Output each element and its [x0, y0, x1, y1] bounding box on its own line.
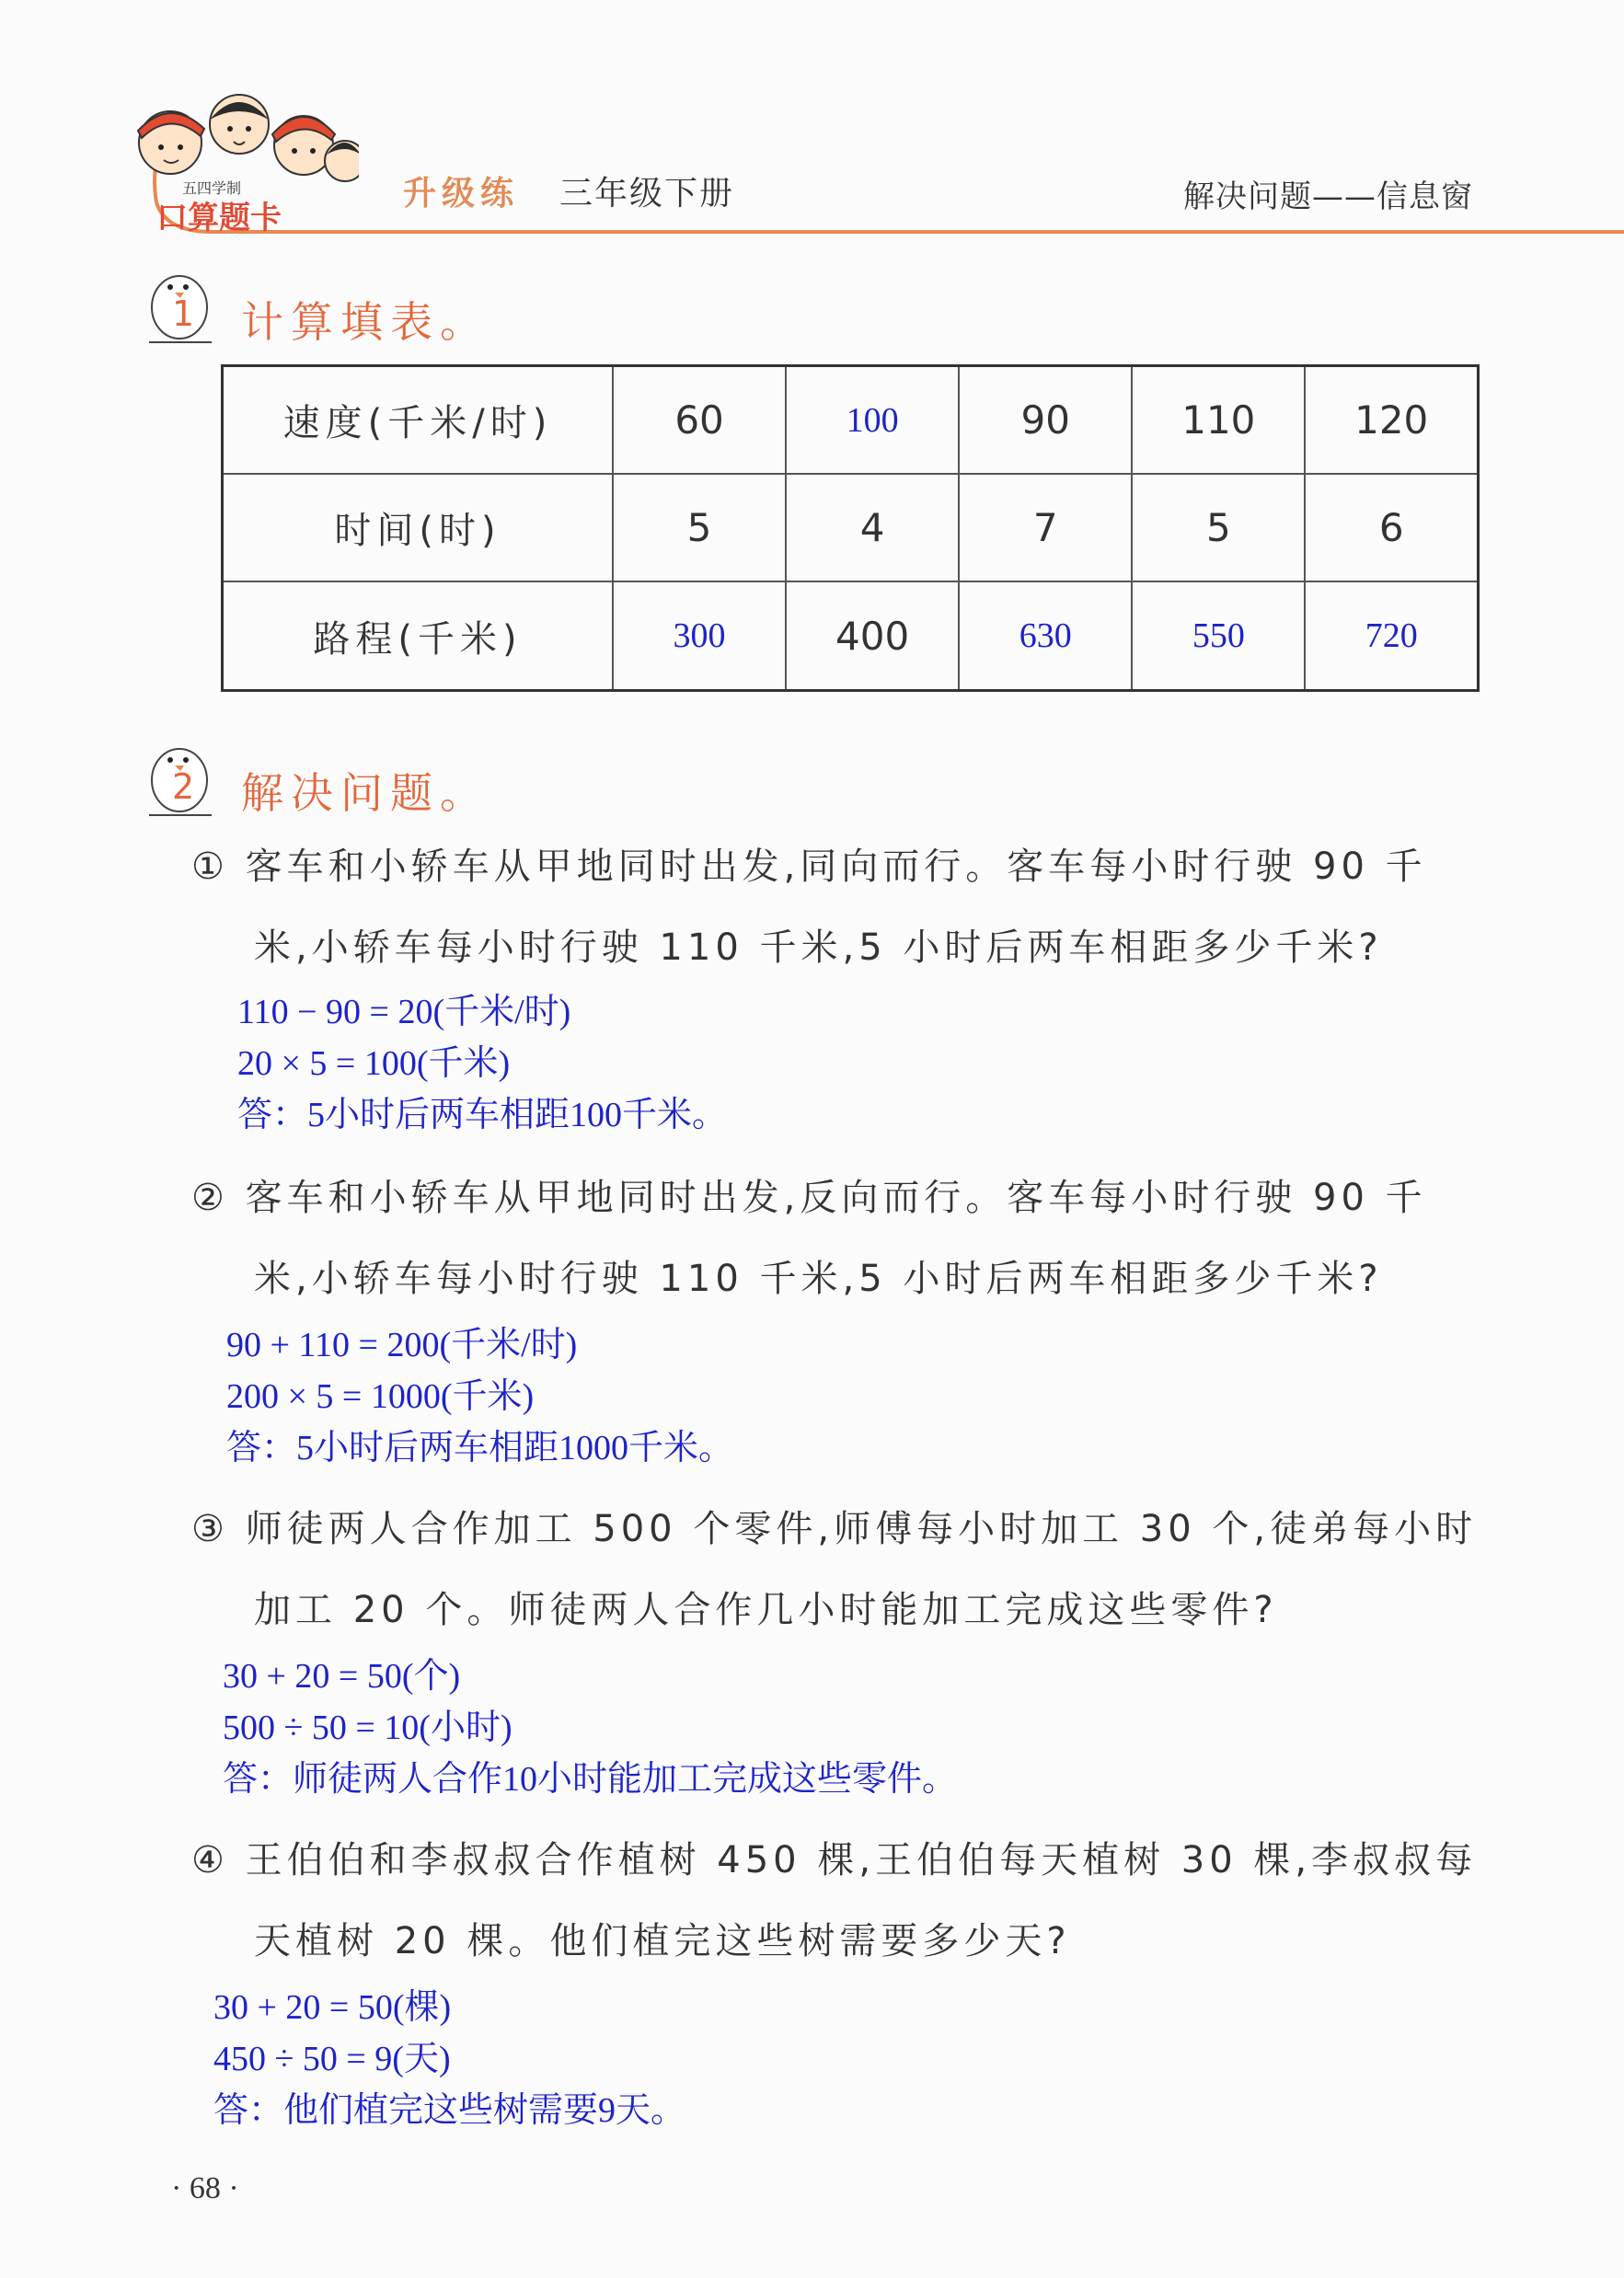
table-cell: 5 — [613, 474, 786, 581]
table-row-header: 速度(千米/时) — [223, 366, 614, 475]
speed-time-distance-table — [221, 364, 1480, 692]
problem-2-text-line2: 米,小轿车每小时行驶 110 千米,5 小时后两车相距多少千米? — [254, 1258, 1383, 1300]
bird-number-icon — [138, 259, 221, 351]
problem-4-answer-step2: 450 ÷ 50 = 9(天) — [213, 2040, 451, 2078]
page-number: · 68 · — [171, 2171, 239, 2205]
table-row — [223, 581, 1479, 690]
table-cell: 90 — [959, 366, 1132, 475]
problem-1-answer-final: 答：5小时后两车相距100千米。 — [237, 1096, 728, 1134]
problem-3-answer-step2: 500 ÷ 50 = 10(小时) — [223, 1708, 513, 1747]
table-cell: 400 — [786, 581, 959, 690]
header-topic: 解决问题——信息窗 — [1183, 178, 1473, 215]
page-number-value: 68 — [189, 2171, 221, 2205]
svg-text:1: 1 — [172, 293, 195, 334]
problem-4-text-line2: 天植树 20 棵。他们植完这些树需要多少天? — [254, 1920, 1071, 1962]
problem-1-answer-step2: 20 × 5 = 100(千米) — [237, 1044, 511, 1083]
table-cell: 5 — [1132, 474, 1305, 581]
section2-title: 解决问题。 — [241, 768, 490, 818]
table-cell: 7 — [959, 474, 1132, 581]
svg-text:2: 2 — [172, 766, 195, 807]
problem-2-answer-step1: 90 + 110 = 200(千米/时) — [226, 1326, 578, 1364]
table-row-header: 路程(千米) — [223, 581, 614, 690]
problem-3-text-line2: 加工 20 个。师徒两人合作几小时能加工完成这些零件? — [254, 1589, 1278, 1631]
svg-text:五四学制: 五四学制 — [182, 179, 242, 197]
table-answer-cell: 720 — [1305, 581, 1478, 690]
table-answer-cell: 550 — [1132, 581, 1305, 690]
table-row-header: 时间(时) — [223, 474, 614, 581]
bird-number-icon — [138, 732, 221, 824]
problem-4-answer-final: 答：他们植完这些树需要9天。 — [213, 2091, 686, 2130]
problem-3-answer-step1: 30 + 20 = 50(个) — [223, 1657, 461, 1696]
problem-2-text-line1: ② 客车和小轿车从甲地同时出发,反向而行。客车每小时行驶 90 千 — [191, 1177, 1427, 1219]
table-cell: 120 — [1305, 366, 1478, 475]
logo-kids-illustration — [120, 74, 359, 239]
problem-2-answer-step2: 200 × 5 = 1000(千米) — [226, 1377, 535, 1416]
problem-3-text-line1: ③ 师徒两人合作加工 500 个零件,师傅每小时加工 30 个,徒弟每小时 — [191, 1508, 1478, 1550]
table-cell: 110 — [1132, 366, 1305, 475]
header-book-title: 三年级下册 — [559, 175, 735, 213]
table-cell: 4 — [786, 474, 959, 581]
problem-4-text-line1: ④ 王伯伯和李叔叔合作植树 450 棵,王伯伯每天植树 30 棵,李叔叔每 — [191, 1839, 1478, 1881]
problem-1-answer-step1: 110 − 90 = 20(千米/时) — [237, 993, 571, 1031]
table-row — [223, 366, 1479, 475]
table-answer-cell: 100 — [786, 366, 959, 475]
problem-3-answer-final: 答：师徒两人合作10小时能加工完成这些零件。 — [223, 1760, 958, 1799]
table-cell: 60 — [613, 366, 786, 475]
problem-2-answer-final: 答：5小时后两车相距1000千米。 — [226, 1429, 734, 1467]
section1-title: 计算填表。 — [241, 297, 490, 347]
problem-1-text-line2: 米,小轿车每小时行驶 110 千米,5 小时后两车相距多少千米? — [254, 926, 1383, 969]
problem-1-text-line1: ① 客车和小轿车从甲地同时出发,同向而行。客车每小时行驶 90 千 — [191, 846, 1427, 888]
problem-4-answer-step1: 30 + 20 = 50(棵) — [213, 1988, 452, 2027]
header-grade-label: 升级练 — [403, 175, 520, 213]
table-answer-cell: 300 — [613, 581, 786, 690]
svg-text:口算题卡: 口算题卡 — [156, 200, 282, 236]
table-row — [223, 474, 1479, 581]
table-cell: 6 — [1305, 474, 1478, 581]
table-answer-cell: 630 — [959, 581, 1132, 690]
